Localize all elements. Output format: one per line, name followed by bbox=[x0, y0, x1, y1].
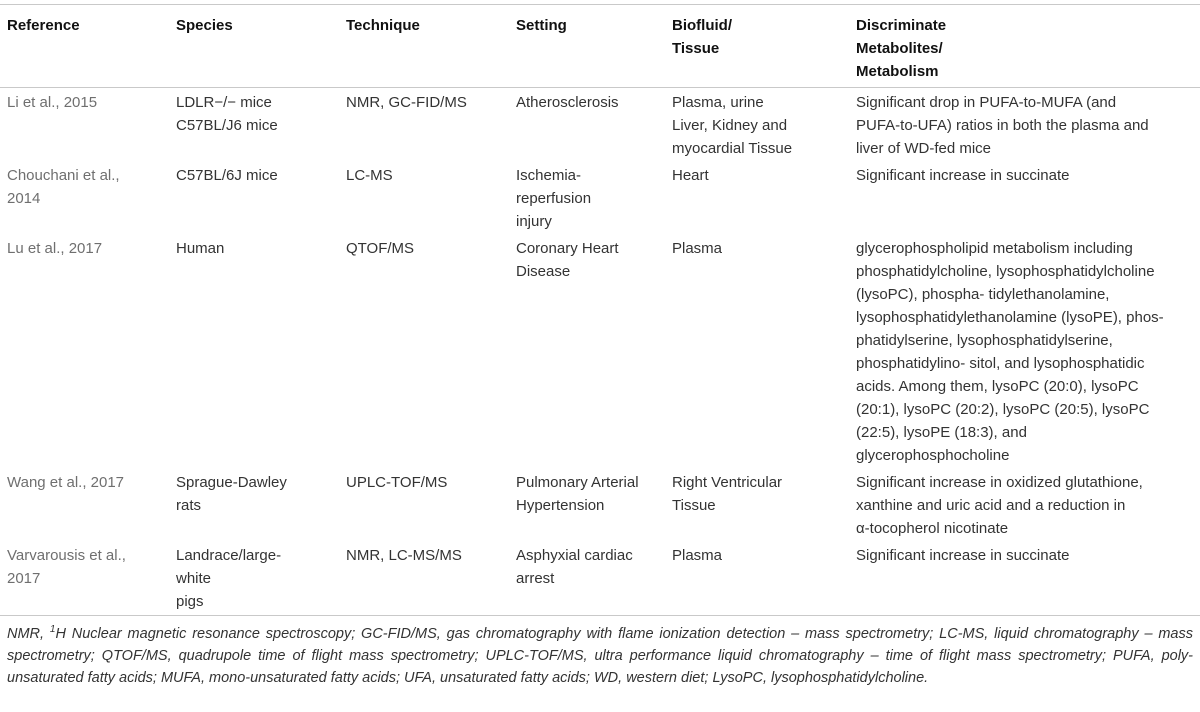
header-metabolites-line2: Metabolites/ bbox=[856, 40, 943, 57]
cell-reference bbox=[0, 87, 176, 160]
header-metabolites-line3: Metabolism bbox=[856, 63, 939, 80]
cell-technique-line: NMR, LC-MS/MS bbox=[346, 547, 462, 564]
cell-metabolites-line: Significant increase in succinate bbox=[856, 167, 1070, 184]
header-setting bbox=[516, 5, 672, 87]
cell-species-line: LDLR−/− mice bbox=[176, 94, 272, 111]
cell-metabolites-line: (22:5), lysoPE (18:3), and bbox=[856, 424, 1027, 441]
header-biofluid bbox=[672, 5, 856, 87]
footnote-prefix: NMR, bbox=[7, 626, 50, 642]
cell-biofluid bbox=[672, 87, 856, 160]
cell-setting-line: Coronary Heart bbox=[516, 240, 619, 257]
header-setting-text: Setting bbox=[516, 17, 567, 34]
cell-species bbox=[176, 233, 346, 467]
cell-species bbox=[176, 87, 346, 160]
cell-setting bbox=[516, 467, 672, 540]
cell-species-line: rats bbox=[176, 497, 202, 514]
bottom-rule bbox=[0, 615, 1200, 616]
header-species-text: Species bbox=[176, 17, 233, 34]
cell-metabolites-line: glycerophosphocholine bbox=[856, 447, 1010, 464]
cell-species-line: C57BL/J6 mice bbox=[176, 117, 278, 134]
header-species bbox=[176, 5, 346, 87]
cell-metabolites-line: Significant increase in oxidized glutathione, bbox=[856, 474, 1143, 491]
cell-metabolites-line: glycerophospholipid metabolism including bbox=[856, 240, 1133, 257]
cell-biofluid-line: Liver, Kidney and bbox=[672, 117, 788, 134]
cell-species bbox=[176, 467, 346, 540]
cell-metabolites-line: phosphatidylino- sitol, and lysophosphatidic bbox=[856, 355, 1145, 372]
cell-reference bbox=[0, 233, 176, 467]
cell-setting-line: Ischemia- bbox=[516, 167, 582, 184]
table-row bbox=[0, 233, 1200, 467]
cell-metabolites bbox=[856, 233, 1200, 467]
header-row bbox=[0, 5, 1200, 87]
cell-biofluid-line: Tissue bbox=[672, 497, 716, 514]
cell-reference bbox=[0, 540, 176, 613]
cell-metabolites-line: Significant drop in PUFA-to-MUFA (and bbox=[856, 94, 1117, 111]
cell-setting-line: Pulmonary Arterial bbox=[516, 474, 639, 491]
cell-metabolites-line: liver of WD-fed mice bbox=[856, 140, 992, 157]
header-metabolites-line1: Discriminate bbox=[856, 17, 947, 34]
cell-biofluid bbox=[672, 540, 856, 613]
cell-technique bbox=[346, 233, 516, 467]
table-row bbox=[0, 160, 1200, 233]
cell-setting-line: Atherosclerosis bbox=[516, 94, 619, 111]
cell-biofluid-line: myocardial Tissue bbox=[672, 140, 793, 157]
table-row bbox=[0, 87, 1200, 160]
cell-metabolites bbox=[856, 467, 1200, 540]
cell-metabolites-line: phatidylserine, lysophosphatidylserine, bbox=[856, 332, 1113, 349]
cell-technique bbox=[346, 87, 516, 160]
header-reference bbox=[0, 5, 176, 87]
cell-setting-line: Disease bbox=[516, 263, 571, 280]
cell-reference-line: Wang et al., 2017 bbox=[7, 474, 125, 491]
cell-technique-line: NMR, GC-FID/MS bbox=[346, 94, 467, 111]
cell-metabolites-line: PUFA-to-UFA) ratios in both the plasma and bbox=[856, 117, 1149, 134]
cell-metabolites-line: (lysoPC), phospha- tidylethanolamine, bbox=[856, 286, 1110, 303]
table-body bbox=[0, 87, 1200, 613]
cell-species-line: pigs bbox=[176, 593, 204, 610]
cell-metabolites bbox=[856, 87, 1200, 160]
cell-species-line: Sprague-Dawley bbox=[176, 474, 287, 491]
header-metabolites bbox=[856, 5, 1200, 87]
table-header bbox=[0, 5, 1200, 87]
cell-reference-line: Li et al., 2015 bbox=[7, 94, 98, 111]
header-biofluid-line1: Biofluid/ bbox=[672, 17, 732, 34]
cell-metabolites-line: α-tocopherol nicotinate bbox=[856, 520, 1009, 537]
cell-biofluid-line: Right Ventricular bbox=[672, 474, 783, 491]
header-technique-text: Technique bbox=[346, 17, 420, 34]
cell-setting-line: reperfusion bbox=[516, 190, 592, 207]
cell-biofluid-line: Plasma, urine bbox=[672, 94, 764, 111]
cell-technique bbox=[346, 540, 516, 613]
cell-technique-line: QTOF/MS bbox=[346, 240, 415, 257]
cell-setting bbox=[516, 540, 672, 613]
cell-biofluid bbox=[672, 467, 856, 540]
cell-setting bbox=[516, 87, 672, 160]
cell-reference-line: 2014 bbox=[7, 190, 41, 207]
cell-reference-line: 2017 bbox=[7, 570, 41, 587]
header-biofluid-line2: Tissue bbox=[672, 40, 720, 57]
cell-reference-line: Chouchani et al., bbox=[7, 167, 120, 184]
cell-species-line: white bbox=[176, 570, 212, 587]
cell-technique bbox=[346, 160, 516, 233]
header-technique bbox=[346, 5, 516, 87]
cell-species-line: Landrace/large- bbox=[176, 547, 282, 564]
cell-metabolites-line: Significant increase in succinate bbox=[856, 547, 1070, 564]
cell-biofluid-line: Plasma bbox=[672, 240, 723, 257]
cell-reference-line: Lu et al., 2017 bbox=[7, 240, 103, 257]
cell-technique-line: LC-MS bbox=[346, 167, 393, 184]
cell-species-line: C57BL/6J mice bbox=[176, 167, 278, 184]
cell-biofluid bbox=[672, 160, 856, 233]
cell-setting-line: Asphyxial cardiac bbox=[516, 547, 633, 564]
cell-reference bbox=[0, 160, 176, 233]
cell-setting bbox=[516, 233, 672, 467]
cell-setting-line: injury bbox=[516, 213, 552, 230]
cell-technique bbox=[346, 467, 516, 540]
cell-species-line: Human bbox=[176, 240, 225, 257]
cell-biofluid-line: Heart bbox=[672, 167, 709, 184]
cell-metabolites-line: xanthine and uric acid and a reduction in bbox=[856, 497, 1126, 514]
header-reference-text: Reference bbox=[7, 17, 80, 34]
cell-metabolites-line: (20:1), lysoPC (20:2), lysoPC (20:5), lysoPC bbox=[856, 401, 1150, 418]
cell-biofluid-line: Plasma bbox=[672, 547, 723, 564]
table-footnote bbox=[7, 623, 1193, 689]
footnote-text: H Nuclear magnetic resonance spectroscopy; GC-FID/MS, gas chromatography with flame ionization detection – mass spectrometry; LC-MS, liquid chromatography – mass spectrometry; QTOF/MS, quadrupole time of flight mass spectrometry; UPLC-TOF/MS, ultra performance liquid chromatography – time of flight mass spectrometry; PUFA, poly-unsaturated fatty acids; MUFA, mono-unsaturated fatty acids; UFA, unsaturated fatty acids; WD, western diet; LysoPC, lysophosphatidylcholine. bbox=[7, 626, 1193, 686]
cell-metabolites-line: lysophosphatidylethanolamine (lysoPE), phos- bbox=[856, 309, 1164, 326]
cell-reference-line: Varvarousis et al., bbox=[7, 547, 126, 564]
footnote-superscript: 1 bbox=[49, 624, 56, 636]
cell-setting-line: Hypertension bbox=[516, 497, 605, 514]
cell-reference bbox=[0, 467, 176, 540]
cell-metabolites-line: acids. Among them, lysoPC (20:0), lysoPC bbox=[856, 378, 1139, 395]
cell-metabolites bbox=[856, 160, 1200, 233]
table-row bbox=[0, 467, 1200, 540]
cell-biofluid bbox=[672, 233, 856, 467]
cell-metabolites bbox=[856, 540, 1200, 613]
cell-setting-line: arrest bbox=[516, 570, 555, 587]
metabolomics-table bbox=[0, 5, 1200, 613]
cell-species bbox=[176, 160, 346, 233]
table-row bbox=[0, 540, 1200, 613]
cell-technique-line: UPLC-TOF/MS bbox=[346, 474, 448, 491]
cell-metabolites-line: phosphatidylcholine, lysophosphatidylcholine bbox=[856, 263, 1155, 280]
cell-setting bbox=[516, 160, 672, 233]
cell-species bbox=[176, 540, 346, 613]
